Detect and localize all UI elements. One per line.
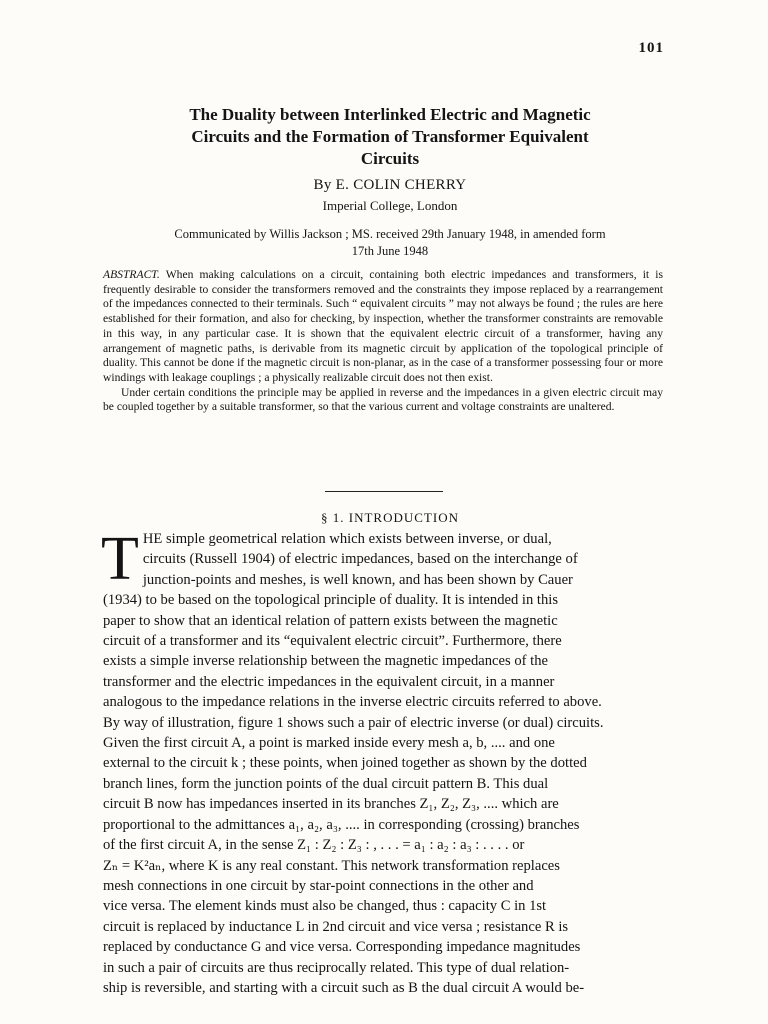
title-line: The Duality between Interlinked Electric and Magnetic bbox=[189, 105, 591, 124]
body-line: exists a simple inverse relationship between the magnetic impedances of the bbox=[103, 653, 548, 670]
author-byline: By E. COLIN CHERRY bbox=[313, 177, 467, 193]
body-line: circuits (Russell 1904) of electric impedances, based on the interchange of bbox=[142, 551, 578, 568]
body-line: circuit B now has impedances inserted in its branches Z₁, Z₂, Z₃, .... which are bbox=[103, 796, 559, 813]
body-line: in such a pair of circuits are thus reciprocally related. This type of dual relation- bbox=[103, 959, 570, 976]
communication-line: 17th June 1948 bbox=[351, 244, 429, 258]
drop-cap: T bbox=[101, 525, 139, 593]
body-line: replaced by conductance G and vice versa. Corresponding impedance magnitudes bbox=[103, 939, 581, 956]
body-line: branch lines, form the junction points of the dual circuit pattern B. This dual bbox=[103, 775, 549, 792]
title-line: Circuits and the Formation of Transformer Equivalent bbox=[191, 127, 589, 146]
body-line: external to the circuit k ; these points, when joined together as shown by the dotted bbox=[103, 755, 587, 772]
body-line: Given the first circuit A, a point is marked inside every mesh a, b, .... and one bbox=[103, 735, 555, 752]
abstract bbox=[103, 268, 663, 415]
body-line: analogous to the impedance relations in the inverse electric circuits referred to above. bbox=[103, 694, 602, 711]
body-line: By way of illustration, figure 1 shows such a pair of electric inverse (or dual) circuits. bbox=[103, 714, 604, 731]
body-line: junction-points and meshes, is well known, and has been shown by Cauer bbox=[142, 571, 573, 588]
abstract-paragraph bbox=[103, 268, 663, 386]
section-divider bbox=[325, 491, 443, 492]
abstract-label: ABSTRACT. bbox=[103, 268, 160, 281]
body-line: proportional to the admittances a₁, a₂, a₃, .... in corresponding (crossing) branches bbox=[103, 816, 580, 833]
title-line: Circuits bbox=[360, 149, 420, 168]
abstract-text: When making calculations on a circuit, containing both electric impedances and transformers, it is frequently desirable to consider the transformers removed and the constraints they impose replaced by a rearrangement of the impedances connected to their terminals. Such “ equivalent circuits ” may not always be found ; the rules are here established for their formation, and also for checking, by inspection, whether the transformer constraints are removable in this way, in any particular case. It is shown that the equivalent electric circuit of a transformer, having any arrangement of magnetic paths, is derivable from its magnetic circuit by application of the topological principle of duality. This cannot be done if the magnetic circuit is non-planar, as in the case of a transformer possessing four or more windings with leakage couplings ; a physically realizable circuit does not then exist. bbox=[103, 268, 663, 384]
author-affiliation: Imperial College, London bbox=[322, 198, 458, 213]
body-line: ship is reversible, and starting with a circuit such as B the dual circuit A would be- bbox=[103, 979, 585, 996]
page-number: 101 bbox=[638, 40, 664, 56]
body-line: (1934) to be based on the topological principle of duality. It is intended in this bbox=[103, 592, 559, 609]
body-line: circuit of a transformer and its “equivalent electric circuit”. Furthermore, there bbox=[103, 633, 562, 650]
paper-title bbox=[100, 104, 680, 170]
body-line: paper to show that an identical relation of pattern exists between the magnetic bbox=[103, 612, 558, 629]
body-line: Zₙ = K²aₙ, where K is any real constant. This network transformation replaces bbox=[103, 857, 560, 874]
body-line: circuit is replaced by inductance L in 2nd circuit and vice versa ; resistance R is bbox=[103, 918, 569, 935]
section-heading: § 1. INTRODUCTION bbox=[321, 510, 459, 525]
body-line: transformer and the electric impedances in the equivalent circuit, in a manner bbox=[103, 673, 555, 690]
body-text bbox=[101, 525, 660, 998]
body-line: mesh connections in one circuit by star-point connections in the other and bbox=[103, 877, 534, 894]
body-line: HE simple geometrical relation which exists between inverse, or dual, bbox=[142, 531, 552, 547]
abstract-paragraph: Under certain conditions the principle may be applied in reverse and the impedances in a given electric circuit may be coupled together by a suitable transformer, so that the various current and voltage constraints are unaltered. bbox=[103, 385, 663, 414]
body-line: of the first circuit A, in the sense Z₁ : Z₂ : Z₃ : , . . . = a₁ : a₂ : a₃ : . . . . or bbox=[103, 837, 525, 854]
communication-note bbox=[100, 226, 680, 260]
communication-line: Communicated by Willis Jackson ; MS. received 29th January 1948, in amended form bbox=[174, 227, 606, 241]
body-line: vice versa. The element kinds must also be changed, thus : capacity C in 1st bbox=[103, 898, 547, 915]
